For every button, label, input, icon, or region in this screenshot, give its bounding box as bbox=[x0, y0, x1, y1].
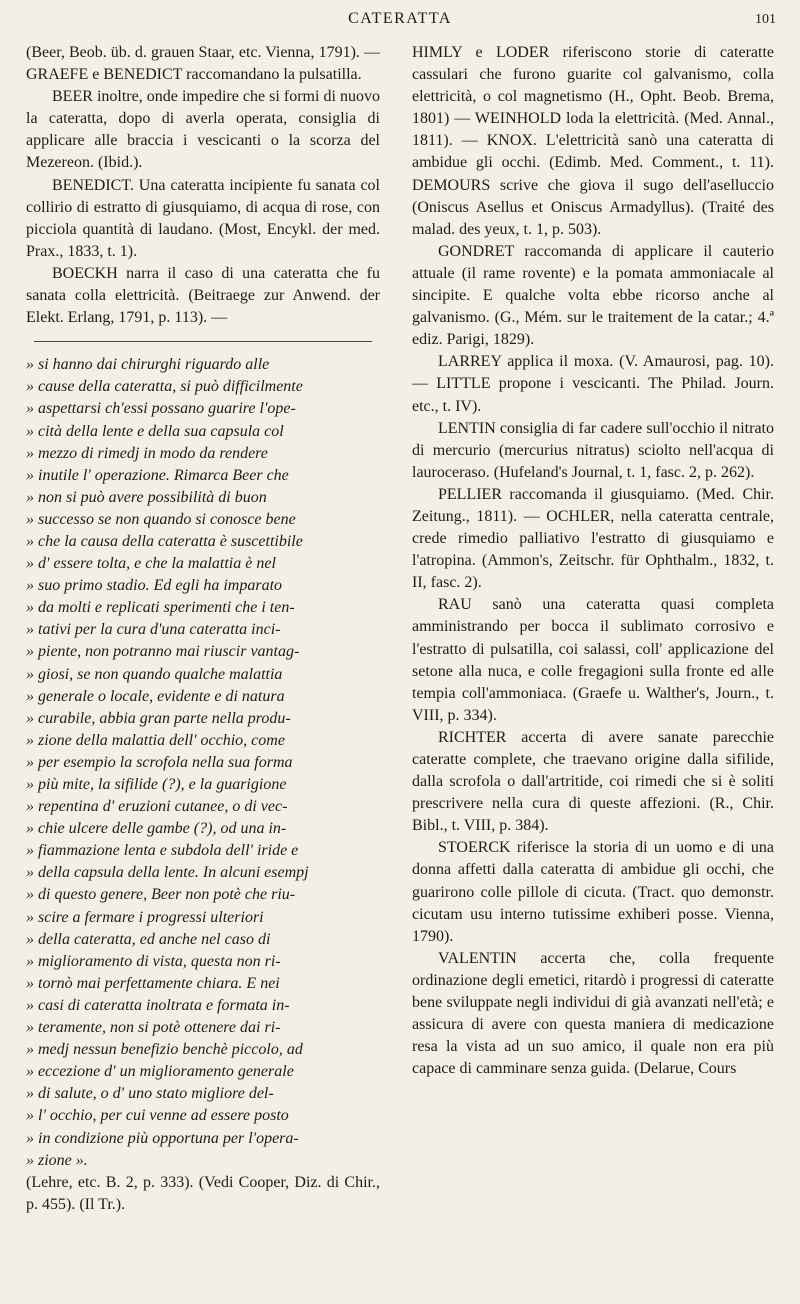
quote-line: » chie ulcere delle gambe (?), od una in- bbox=[26, 820, 287, 838]
quote-line: » della capsula della lente. In alcuni esempj bbox=[26, 864, 309, 882]
quote-line: » cità della lente e della sua capsula col bbox=[26, 422, 284, 440]
paragraph-pellier: PELLIER raccomanda il giusquiamo. (Med. Chir. Zeitung., 1811). — OCHLER, nella cateratta centrale, crede rimedio palliativo l'estratto di giusquiamo e l'atropina. (Ammon's, Zeitschr. für Ophthalm., 1832, t. II, fasc. 2). bbox=[412, 485, 774, 592]
quote-line: » cause della cateratta, si può difficilmente bbox=[26, 378, 303, 396]
quote-line: » giosi, se non quando qualche malattia bbox=[26, 665, 283, 683]
quote-line: » da molti e replicati sperimenti che i ten- bbox=[26, 599, 295, 617]
quote-line: » tornò mai perfettamente chiara. E nei bbox=[26, 974, 280, 992]
paragraph-gondret: GONDRET raccomanda di applicare il cauterio attuale (il rame rovente) e la pomata ammoniacale al sincipite. E qualche volta ebbe ricorso anche al galvanismo. (G., Mém. sur le traitement de la catar.; 4.ª ediz. Parigi, 1829). bbox=[412, 242, 774, 349]
footnote-separator bbox=[34, 341, 372, 342]
quote-line: » mezzo di rimedj in modo da rendere bbox=[26, 444, 268, 462]
quote-line: » inutile l' operazione. Rimarca Beer che bbox=[26, 466, 289, 484]
quote-line: » di questo genere, Beer non potè che riu- bbox=[26, 886, 296, 904]
quote-line: » si hanno dai chirurghi riguardo alle bbox=[26, 356, 270, 374]
quote-line: » l' occhio, per cui venne ad essere posto bbox=[26, 1107, 289, 1125]
quote-line: » che la causa della cateratta è suscettibile bbox=[26, 532, 303, 550]
paragraph-himly-loder: HIMLY e LODER riferiscono storie di cateratte cassulari che furono guarite col galvanismo, colla elettricità, o col magnetismo (H., Opht. Beob. Brema, 1801) — WEINHOLD loda la elettricità. (Med. Annal., 1811). — KNOX. L'elettricità sanò una cateratta di ambidue gli occhi. (Edimb. Med. Comment., t. 11). DEMOURS scrive che giova il sugo dell'aselluccio (Oniscus Asellus et Oniscus Armadyllus). (Traité des malad. des yeux, t. 1, p. 503). bbox=[412, 44, 774, 238]
quote-line: » non si può avere possibilità di buon bbox=[26, 488, 267, 506]
paragraph-larrey: LARREY applica il moxa. (V. Amaurosi, pag. 10). — LITTLE propone i vescicanti. The Philad. Journ. etc., t. IV). bbox=[412, 353, 774, 415]
quote-line: » miglioramento di vista, questa non ri- bbox=[26, 952, 281, 970]
right-column bbox=[412, 42, 774, 1080]
quote-line: » della cateratta, ed anche nel caso di bbox=[26, 930, 271, 948]
page-number: 101 bbox=[755, 12, 776, 27]
quote-line: » successo se non quando si conosce bene bbox=[26, 510, 296, 528]
paragraph-valentin: VALENTIN accerta che, colla frequente ordinazione degli emetici, ritardò i progressi di cateratte bene sviluppate negli individui di già avanzati nell'età; e assicura di avere con questa maniera di medicazione resa la vista ad un suo amico, il quale non era più capace di camminare senza guida. (Delarue, Cours bbox=[412, 949, 774, 1078]
quote-line: » generale o locale, evidente e di natura bbox=[26, 687, 285, 705]
paragraph-lentin: LENTIN consiglia di far cadere sull'occhio il nitrato di mercurio (mercurius nitratus) sciolto nell'acqua di lauroceraso. (Hufeland's Journal, t. 1, fasc. 2, p. 262). bbox=[412, 419, 774, 481]
quote-line: » tativi per la cura d'una cateratta inci- bbox=[26, 621, 281, 639]
translator-note-quote bbox=[26, 354, 380, 1171]
paragraph-richter: RICHTER accerta di avere sanate parecchie cateratte complete, che traevano origine dalla sifilide, dalla scrofola o dall'artritide, coi rimedi che si è soliti prescrivere nella cura di queste affezioni. (R., Chir. Bibl., t. VIII, p. 384). bbox=[412, 728, 774, 835]
quote-line: » aspettarsi ch'essi possano guarire l'ope- bbox=[26, 400, 296, 418]
quote-line: » medj nessun benefizio benchè piccolo, ad bbox=[26, 1041, 303, 1059]
quote-line: » zione ». bbox=[26, 1151, 88, 1169]
paragraph-stoerck: STOERCK riferisce la storia di un uomo e di una donna affetti dalla cateratta di ambidue gli occhi, che guarirono colle pillole di cicuta. (Tract. quo demonstr. cicutam usu interno tutissime exhiberi posse. Vienna, 1790). bbox=[412, 839, 774, 945]
quote-line: » teramente, non si potè ottenere dai ri- bbox=[26, 1019, 281, 1037]
quote-line: » d' essere tolta, e che la malattia è nel bbox=[26, 555, 276, 573]
quote-line: » in condizione più opportuna per l'opera- bbox=[26, 1129, 299, 1147]
running-head-title: CATERATTA bbox=[348, 10, 452, 27]
quote-line: » fiammazione lenta e subdola dell' iride e bbox=[26, 842, 299, 860]
quote-line: » scire a fermare i progressi ulteriori bbox=[26, 908, 264, 926]
quote-line: » più mite, la sifilide (?), e la guarigione bbox=[26, 776, 287, 793]
quote-line: » per esempio la scrofola nella sua forma bbox=[26, 753, 293, 771]
paragraph-beer: BEER inoltre, onde impedire che si formi di nuovo la cateratta, dopo di averla operata, consiglia di applicare alle braccia i vescicanti o la scorza del Mezereon. (Ibid.). bbox=[26, 88, 380, 172]
quote-line: » suo primo stadio. Ed egli ha imparato bbox=[26, 577, 283, 595]
quote-line: » zione della malattia dell' occhio, come bbox=[26, 731, 285, 749]
paragraph-beer-citation: (Beer, Beob. üb. d. grauen Staar, etc. Vienna, 1791). — GRAEFE e BENEDICT raccomandano la pulsatilla. bbox=[26, 44, 380, 84]
quote-line: » repentina d' eruzioni cutanee, o di vec- bbox=[26, 798, 288, 816]
quote-line: » piente, non potranno mai riuscir vantag- bbox=[26, 643, 300, 661]
paragraph-boeckh: BOECKH narra il caso di una cateratta che fu sanata colla elettricità. (Beitraege zur Anwend. der Elekt. Erlang, 1791, p. 113). — bbox=[26, 264, 380, 327]
translator-note-citation: (Lehre, etc. B. 2, p. 333). (Vedi Cooper, Diz. di Chir., p. 455). (Il Tr.). bbox=[26, 1173, 380, 1213]
quote-line: » di salute, o d' uno stato migliore del- bbox=[26, 1085, 274, 1103]
left-column bbox=[26, 42, 380, 1216]
running-head bbox=[0, 10, 800, 40]
quote-line: » casi di cateratta inoltrata e formata in- bbox=[26, 996, 290, 1014]
quote-line: » eccezione d' un miglioramento generale bbox=[26, 1063, 294, 1081]
quote-line: » curabile, abbia gran parte nella produ- bbox=[26, 709, 291, 727]
paragraph-rau: RAU sanò una cateratta quasi completa amministrando per bocca il sublimato corrosivo e l'estratto di pulsatilla, coi salassi, coll' applicazione del setone alla nuca, e colle fregagioni sulla fronte ed alle tempia coll'ammoniaca. (Graefe u. Walther's, Journ., t. VIII, p. 334). bbox=[412, 596, 774, 724]
paragraph-benedict: BENEDICT. Una cateratta incipiente fu sanata col collirio di estratto di giusquiamo, di acqua di rose, con picciola quantità di laudano. (Most, Encykl. der med. Prax., 1833, t. 1). bbox=[26, 176, 380, 260]
